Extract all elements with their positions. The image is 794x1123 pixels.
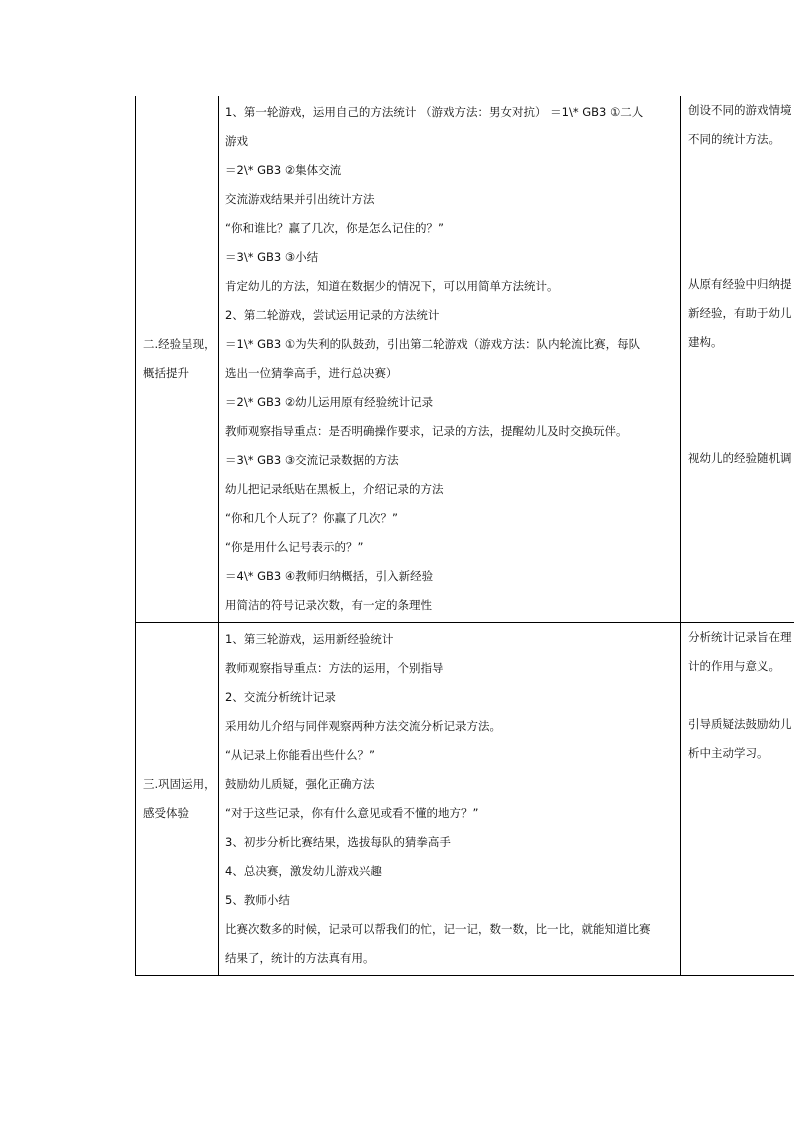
content-line: “你是用什么记号表示的？” — [225, 540, 364, 554]
note-spacer — [688, 154, 794, 270]
content-line: “对于这些记录，你有什么意见或看不懂的地方？” — [225, 806, 479, 820]
note-line: 从原有经验中归纳提 — [688, 277, 792, 291]
content-line: ＝4\* GB3 ④教师归纳概括，引入新经验 — [225, 569, 434, 583]
content-line: 结果了，统计的方法真有用。 — [225, 951, 375, 965]
content-line: 游戏 — [225, 134, 248, 148]
note-line: 分析统计记录旨在理 — [688, 630, 792, 644]
content-line: 选出一位猜拳高手，进行总决赛） — [225, 366, 398, 380]
note-line: 计的作用与意义。 — [688, 659, 780, 673]
design-notes-cell — [681, 623, 794, 976]
activity-content-cell — [219, 96, 681, 623]
stage-cell — [136, 623, 219, 976]
content-line: 比赛次数多的时候，记录可以帮我们的忙，记一记，数一数，比一比，就能知道比赛 — [225, 922, 651, 936]
content-line: 采用幼儿介绍与同伴观察两种方法交流分析记录方法。 — [225, 719, 501, 733]
lesson-plan-table — [135, 96, 794, 976]
content-line: 鼓励幼儿质疑，强化正确方法 — [225, 777, 375, 791]
note-line: 引导质疑法鼓励幼儿 — [688, 717, 792, 731]
content-line: ＝1\* GB3 ①为失利的队鼓劲，引出第二轮游戏（游戏方法：队内轮流比赛，每队 — [225, 337, 641, 351]
note-line: 建构。 — [688, 335, 723, 349]
stage-cell — [136, 96, 219, 623]
table-row-stage-3 — [136, 623, 794, 976]
content-line: 幼儿把记录纸贴在黑板上，介绍记录的方法 — [225, 482, 444, 496]
note-spacer — [688, 681, 794, 710]
content-line: 教师观察指导重点：方法的运用，个别指导 — [225, 661, 444, 675]
note-line: 析中主动学习。 — [688, 746, 769, 760]
stage-label-line: 感受体验 — [143, 806, 189, 820]
note-line: 视幼儿的经验随机调 — [688, 451, 792, 465]
content-line: 教师观察指导重点：是否明确操作要求，记录的方法，提醒幼儿及时交换玩伴。 — [225, 424, 628, 438]
content-line: ＝2\* GB3 ②幼儿运用原有经验统计记录 — [225, 395, 434, 409]
content-line: 5、教师小结 — [225, 893, 290, 907]
content-line: 用简洁的符号记录次数，有一定的条理性 — [225, 598, 432, 612]
stage-label-line: 概括提升 — [143, 366, 189, 380]
content-line: 肯定幼儿的方法，知道在数据少的情况下，可以用简单方法统计。 — [225, 279, 559, 293]
note-line: 创设不同的游戏情境 — [688, 103, 792, 117]
stage-label-line: 三.巩固运用， — [143, 777, 216, 791]
stage-label-line: 二.经验呈现， — [143, 337, 216, 351]
note-spacer — [688, 357, 794, 444]
note-line: 不同的统计方法。 — [688, 132, 780, 146]
note-line: 新经验，有助于幼儿 — [688, 306, 792, 320]
content-line: 3、初步分析比赛结果，选拔每队的猜拳高手 — [225, 835, 451, 849]
content-line: “你和谁比？赢了几次，你是怎么记住的？” — [225, 221, 444, 235]
content-line: 4、总决赛，激发幼儿游戏兴趣 — [225, 864, 382, 878]
content-line: ＝3\* GB3 ③小结 — [225, 250, 319, 264]
content-line: “从记录上你能看出些什么？” — [225, 748, 375, 762]
design-notes-cell — [681, 96, 794, 623]
content-line: 2、交流分析统计记录 — [225, 690, 336, 704]
content-line: 1、第三轮游戏，运用新经验统计 — [225, 632, 394, 646]
content-line: 2、第二轮游戏，尝试运用记录的方法统计 — [225, 308, 440, 322]
table-row-stage-2 — [136, 96, 794, 623]
content-line: ＝3\* GB3 ③交流记录数据的方法 — [225, 453, 399, 467]
activity-content-cell — [219, 623, 681, 976]
content-line: 交流游戏结果并引出统计方法 — [225, 192, 375, 206]
content-line: 1、第一轮游戏，运用自己的方法统计 （游戏方法：男女对抗） ＝1\* GB3 ①二人 — [225, 105, 644, 119]
content-line: “你和几个人玩了？你赢了几次？” — [225, 511, 398, 525]
content-line: ＝2\* GB3 ②集体交流 — [225, 163, 342, 177]
